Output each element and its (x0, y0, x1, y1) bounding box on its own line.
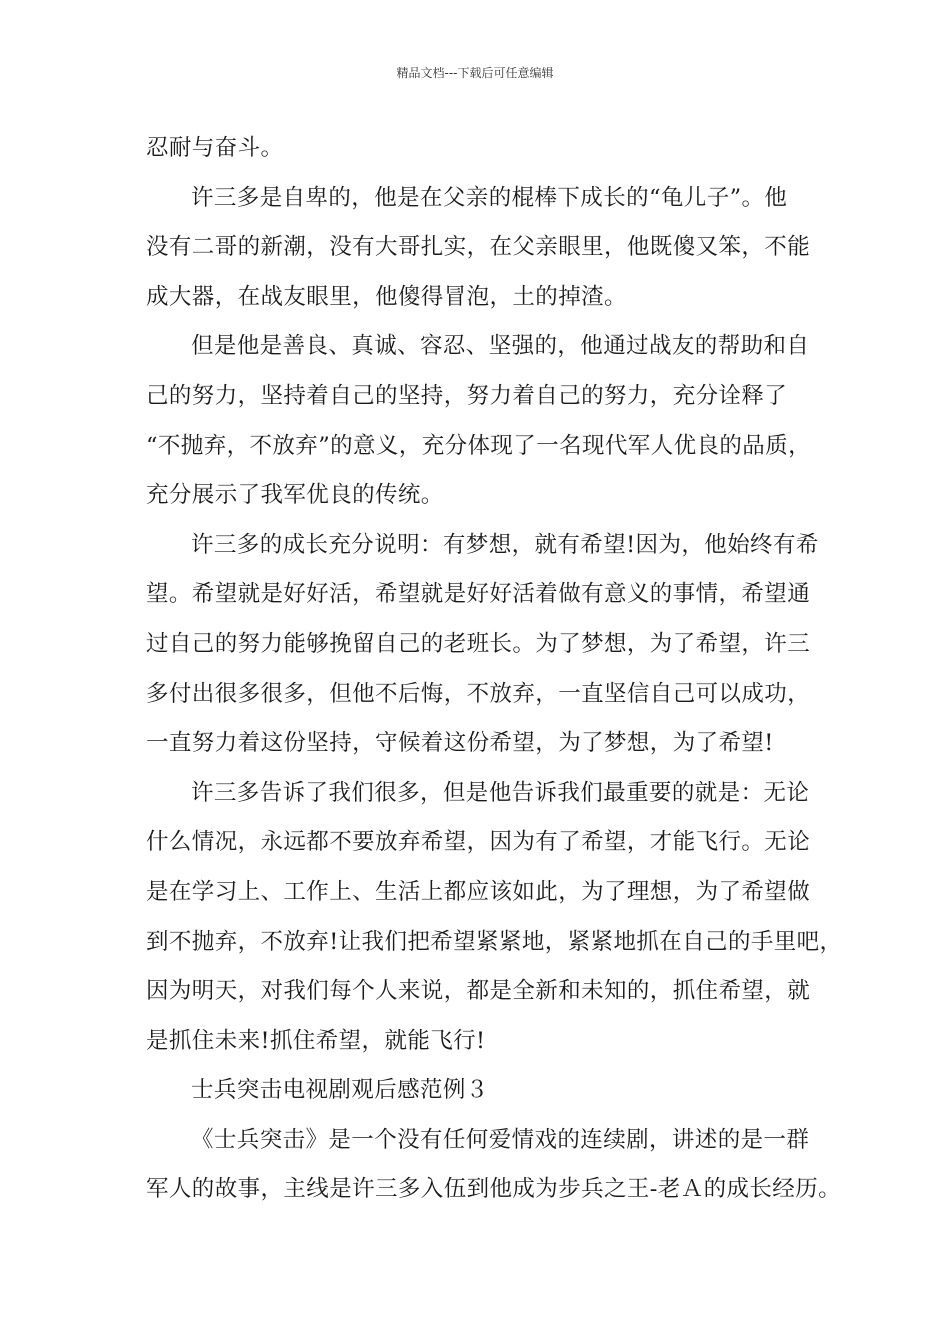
text-line: 一直努力着这份坚持，守候着这份希望，为了梦想，为了希望! (146, 730, 774, 757)
text-line: “不抛弃，不放弃”的意义，充分体现了一名现代军人优良的品质， (146, 432, 812, 459)
text-line: 望。希望就是好好活，希望就是好好活着做有意义的事情，希望通 (146, 581, 811, 608)
text-line: 成大器，在战友眼里，他傻得冒泡，土的掉渣。 (146, 283, 627, 310)
text-line: 多付出很多很多，但他不后悔，不放弃，一直坚信自己可以成功， (146, 680, 811, 707)
text-line: 没有二哥的新潮，没有大哥扎实，在父亲眼里，他既傻又笨，不能 (146, 234, 811, 261)
text-line: 许三多的成长充分说明：有梦想，就有希望!因为，他始终有希 (191, 531, 819, 558)
text-line: 什么情况，永远都不要放弃希望，因为有了希望，才能飞行。无论 (146, 829, 811, 856)
page-header: 精品文档---下载后可任意编辑 (396, 66, 554, 80)
document-body (146, 130, 843, 1221)
text-line: 因为明天，对我们每个人来说，都是全新和未知的，抓住希望，就 (146, 978, 811, 1005)
text-line: 但是他是善良、真诚、容忍、坚强的，他通过战友的帮助和自 (191, 333, 810, 360)
text-line: 《士兵突击》是一个没有任何爱情戏的连续剧，讲述的是一群 (191, 1126, 810, 1153)
text-line: 忍耐与奋斗。 (146, 135, 284, 161)
text-line: 是在学习上、工作上、生活上都应该如此，为了理想，为了希望做 (146, 878, 811, 905)
section-heading: 士兵突击电视剧观后感范例３ (191, 1077, 489, 1104)
text-line: 到不抛弃，不放弃!让我们把希望紧紧地，紧紧地抓在自己的手里吧， (146, 928, 843, 955)
text-line: 充分展示了我军优良的传统。 (146, 482, 444, 509)
text-line: 是抓住未来!抓住希望，就能飞行! (146, 1027, 486, 1054)
text-line: 己的努力，坚持着自己的坚持，努力着自己的努力，充分诠释了 (146, 382, 788, 409)
text-line: 过自己的努力能够挽留自己的老班长。为了梦想，为了希望，许三 (146, 630, 811, 657)
text-line: 许三多告诉了我们很多，但是他告诉我们最重要的就是：无论 (191, 779, 810, 806)
text-line: 许三多是自卑的，他是在父亲的棍棒下成长的“龟儿子”。他 (191, 184, 788, 211)
text-line: 军人的故事，主线是许三多入伍到他成为步兵之王-老Ａ的成长经历。 (146, 1176, 842, 1203)
